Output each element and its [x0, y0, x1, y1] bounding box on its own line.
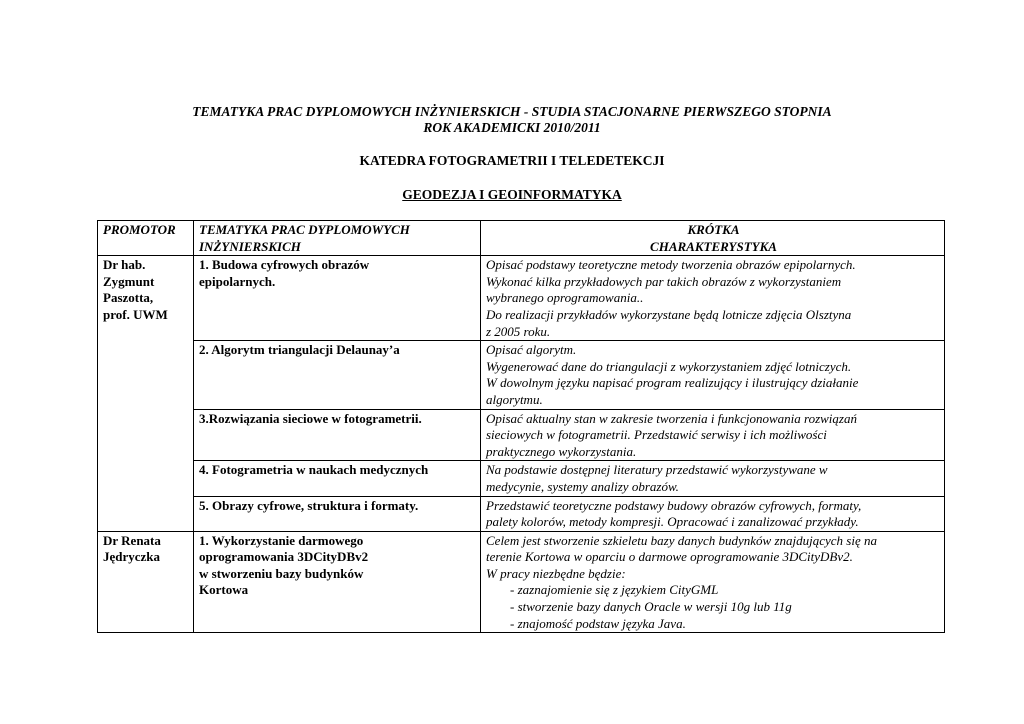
header-description-line: CHARAKTERYSTYKA [650, 238, 777, 254]
table-row [98, 341, 945, 409]
topic-cell: 1. Budowa cyfrowych obrazów epipolarnych. [194, 256, 481, 341]
thesis-topics-table [97, 220, 945, 633]
table-row [98, 531, 945, 633]
requirement-item: - znajomość podstaw języka Java. [510, 615, 686, 631]
topic-cell: 3.Rozwiązania sieciowe w fotogrametrii. [194, 409, 481, 461]
department-name: KATEDRA FOTOGRAMETRII I TELEDETEKCJI [359, 153, 665, 168]
header-topic-line: INŻYNIERSKICH [199, 238, 301, 254]
table-row [98, 461, 945, 496]
description-cell: Przedstawić teoretyczne podstawy budowy obrazów cyfrowych, formaty, palety kolorów, metody kompresji. Opracować i zanalizować przykłady. [481, 496, 945, 531]
topic-cell: 4. Fotogrametria w naukach medycznych [194, 461, 481, 496]
table-row [98, 409, 945, 461]
description-cell: Opisać podstawy teoretyczne metody tworzenia obrazów epipolarnych. Wykonać kilka przykładowych par takich obrazów z wykorzystaniem wybranego oprogramowania.. Do realizacji przykładów wykorzystane będą lotnicze zdjęcia Olsztyna z 2005 roku. [481, 256, 945, 341]
header-topic [194, 221, 481, 256]
topic-cell: 2. Algorytm triangulacji Delaunay’a [194, 341, 481, 409]
document-title: TEMATYKA PRAC DYPLOMOWYCH INŻYNIERSKICH - STUDIA STACJONARNE PIERWSZEGO STOPNIA [192, 104, 832, 119]
description-cell: Opisać algorytm. Wygenerować dane do triangulacji z wykorzystaniem zdjęć lotniczych. W dowolnym języku napisać program realizujący i ilustrujący działanie algorytmu. [481, 341, 945, 409]
promotor-cell: Dr Renata Jędryczka [98, 531, 194, 633]
header-description-line: KRÓTKA [687, 222, 740, 237]
requirement-item: - stworzenie bazy danych Oracle w wersji 10g lub 11g [510, 599, 792, 615]
field-of-study: GEODEZJA I GEOINFORMATYKA [402, 187, 622, 202]
promotor-cell: Dr hab. Zygmunt Paszotta, prof. UWM [98, 256, 194, 532]
header-promotor: PROMOTOR [98, 221, 194, 256]
topic-cell: 5. Obrazy cyfrowe, struktura i formaty. [194, 496, 481, 531]
description-cell: Na podstawie dostępnej literatury przedstawić wykorzystywane w medycynie, systemy analizy obrazów. [481, 461, 945, 496]
topic-cell: 1. Wykorzystanie darmowego oprogramowania 3DCityDBv2 w stworzeniu bazy budynków Kortowa [194, 531, 481, 633]
table-row [98, 496, 945, 531]
academic-year: ROK AKADEMICKI 2010/2011 [423, 120, 601, 135]
requirement-item: - zaznajomienie się z językiem CityGML [510, 582, 719, 598]
description-cell: Opisać aktualny stan w zakresie tworzenia i funkcjonowania rozwiązań sieciowych w fotogrametrii. Przedstawić serwisy i ich możliwości praktycznego wykorzystania. [481, 409, 945, 461]
table-row [98, 256, 945, 341]
header-topic-line: TEMATYKA PRAC DYPLOMOWYCH [199, 222, 410, 237]
description-cell: Celem jest stworzenie szkieletu bazy danych budynków znajdujących się na terenie Kortowa w oparciu o darmowe oprogramowanie 3DCityDBv2. W pracy niezbędne będzie: - zaznajomienie się z językiem CityGML - stworzenie bazy danych Oracle w wersji 10g lub 11g - znajomość podstaw języka Java. [481, 531, 945, 633]
header-description [481, 221, 945, 256]
table-header-row [98, 221, 945, 256]
